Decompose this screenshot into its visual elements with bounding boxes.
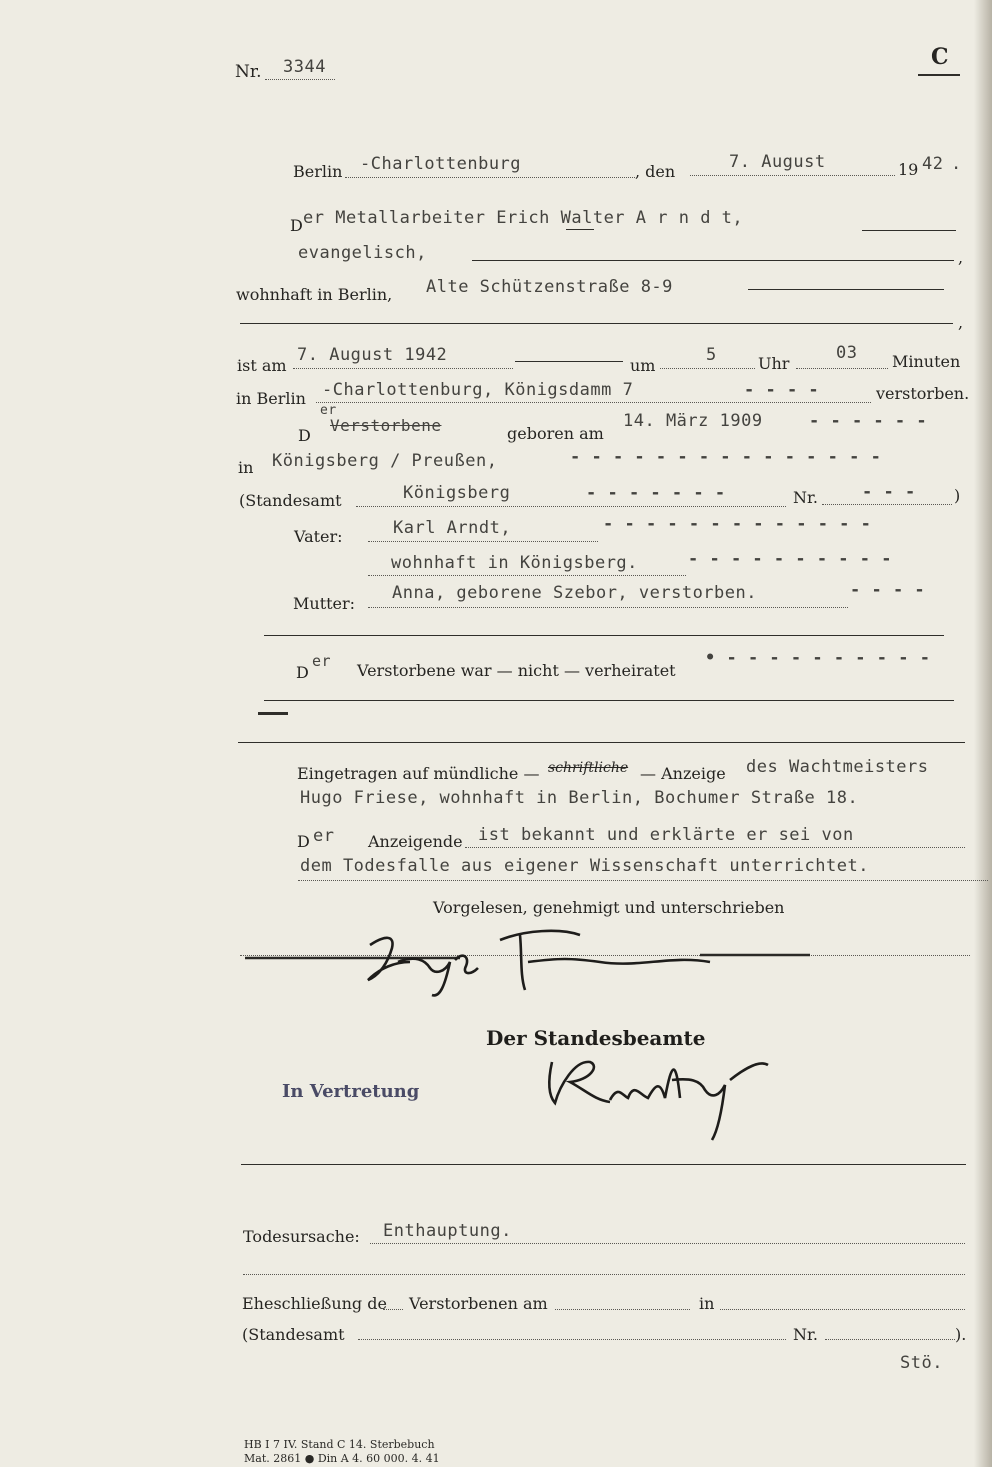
nr-label: Nr.: [235, 62, 262, 82]
birth-in-label: in: [238, 458, 254, 477]
registry-nr-dashes: - - -: [862, 482, 916, 502]
marriage-rule-a: [383, 1309, 403, 1310]
uhr-label: Uhr: [758, 354, 790, 373]
year-prefix: 19: [898, 160, 919, 179]
registry-office: Königsberg: [403, 483, 511, 503]
registry-close: ): [954, 486, 961, 505]
religion-comma: ,: [958, 248, 964, 267]
minutes-value: 03: [836, 343, 858, 363]
cause-rule: [370, 1243, 965, 1244]
registry-nr-label: Nr.: [793, 488, 818, 507]
marital-text: Verstorbene war — nicht — verheiratet: [357, 661, 676, 680]
birth-date-dashes: - - - - - -: [809, 411, 928, 431]
geboren-label: geboren am: [507, 424, 604, 443]
residence-label: wohnhaft in Berlin,: [236, 285, 393, 304]
marital-dashes: • - - - - - - - - - -: [705, 648, 931, 668]
anzeigende-label: Anzeigende: [368, 832, 463, 851]
entry-line4: dem Todesfalle aus eigener Wissenschaft unterrichtet.: [300, 856, 869, 876]
marital-prefix: D: [296, 663, 309, 682]
stamp-in-vertretung: In Vertretung: [282, 1081, 420, 1102]
death-place: -Charlottenburg, Königsdamm 7: [322, 380, 634, 400]
entry-prefix: D: [297, 832, 310, 851]
year-dot: .: [951, 154, 962, 174]
entry-struck-word: schriftliche: [548, 760, 629, 776]
entry-label-b: — Anzeige: [640, 764, 726, 783]
registry-dashes: - - - - - - -: [586, 483, 726, 503]
marriage-close: ).: [955, 1325, 967, 1344]
um-label: um: [630, 356, 656, 375]
father-residence-dashes: - - - - - - - - - -: [688, 549, 892, 569]
residence-comma: ,: [958, 313, 964, 332]
cause-value: Enthauptung.: [383, 1221, 512, 1241]
entry-line3: ist bekannt und erklärte er sei von: [478, 825, 854, 845]
death-in-label: in Berlin: [236, 389, 306, 408]
marriage-label-a: Eheschließung de: [242, 1294, 387, 1313]
registrar-title: Der Standesbeamte: [486, 1026, 706, 1050]
registry-label: (Standesamt: [239, 491, 342, 510]
district-value: -Charlottenburg: [360, 154, 522, 174]
date-value: 7. August: [729, 152, 826, 172]
entry-line1: des Wachtmeisters: [746, 757, 929, 777]
den-label: , den: [635, 162, 676, 181]
approval-text: Vorgelesen, genehmigt und unterschrieben: [433, 898, 785, 917]
birth-struck-text: Verstorbene: [330, 416, 442, 435]
footer-line-1: HB I 7 IV. Stand C 14. Sterbebuch: [244, 1438, 435, 1451]
marriage-nr-label: Nr.: [793, 1325, 818, 1344]
city-label: Berlin: [293, 162, 343, 181]
father-dashes: - - - - - - - - - - - - -: [603, 514, 872, 534]
marital-gender-sup: er: [312, 652, 332, 670]
verstorben-label: verstorben.: [876, 384, 970, 403]
birth-date: 14. März 1909: [623, 411, 763, 431]
entry-line2: Hugo Friese, wohnhaft in Berlin, Bochumer Straße 18.: [300, 788, 859, 808]
birth-prefix: D: [298, 426, 311, 445]
person-description: er Metallarbeiter Erich Walter A r n d t,: [303, 208, 744, 228]
nr-value: 3344: [283, 57, 326, 77]
birth-place: Königsberg / Preußen,: [272, 451, 498, 471]
religion-value: evangelisch,: [298, 243, 427, 263]
mother-label: Mutter:: [293, 594, 356, 613]
cause-label: Todesursache:: [243, 1227, 360, 1246]
marriage-place-rule: [720, 1309, 965, 1310]
father-label: Vater:: [294, 527, 343, 546]
year-suffix: 42: [922, 154, 944, 174]
hour-value: 5: [706, 345, 717, 365]
mother-text: Anna, geborene Szebor, verstorben.: [392, 583, 757, 603]
birth-place-dashes: - - - - - - - - - - - - - - -: [570, 447, 882, 467]
marriage-nr-rule: [825, 1339, 955, 1340]
person-prefix: D: [290, 216, 303, 235]
residence-address: Alte Schützenstraße 8-9: [426, 277, 673, 297]
marriage-label-b: Verstorbenen am: [409, 1294, 548, 1313]
entry-er: er: [313, 826, 335, 846]
footer-line-2: Mat. 2861 ● Din A 4. 60 000. 4. 41: [244, 1452, 440, 1465]
marriage-date-rule: [555, 1309, 690, 1310]
cause-rule-2: [243, 1274, 965, 1275]
clerk-initials: Stö.: [900, 1353, 943, 1373]
marriage-standesamt-label: (Standesamt: [242, 1325, 345, 1344]
father-residence: wohnhaft in Königsberg.: [391, 553, 638, 573]
birth-gender-sup: er: [320, 403, 337, 418]
marriage-standesamt-rule: [358, 1339, 786, 1340]
entry-label-a: Eingetragen auf mündliche —: [297, 764, 540, 783]
death-date: 7. August 1942: [297, 345, 448, 365]
death-place-dashes: - - - -: [744, 380, 820, 400]
registrar-rule: [241, 1164, 966, 1165]
minuten-label: Minuten: [892, 352, 961, 371]
marriage-label-c: in: [699, 1294, 715, 1313]
ist-am-label: ist am: [237, 356, 287, 375]
mother-dashes: - - - -: [850, 580, 926, 600]
father-name: Karl Arndt,: [393, 518, 512, 538]
page-letter: C: [931, 44, 949, 70]
